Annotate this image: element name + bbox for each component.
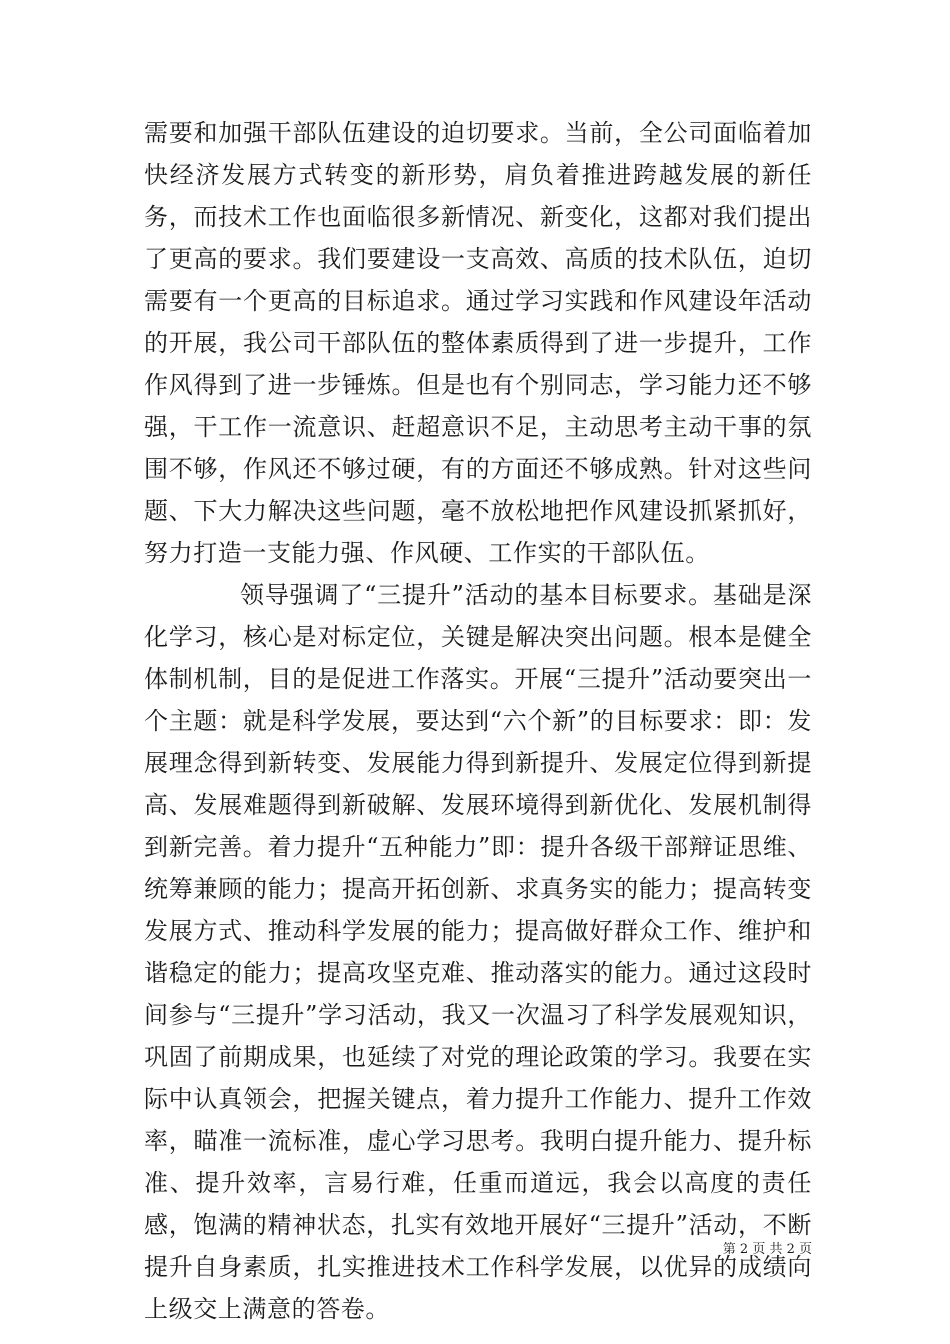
document-body: [144, 112, 812, 1330]
page-number-footer: 第 2 页 共 2 页: [722, 1242, 812, 1257]
paragraph-2: 领导强调了“三提升”活动的基本目标要求。基础是深化学习，核心是对标定位，关键是解决突出问题。根本是健全体制机制，目的是促进工作落实。开展“三提升”活动要突出一个主题：就是科学发展，要达到“六个新”的目标要求：即：发展理念得到新转变、发展能力得到新提升、发展定位得到新提高、发展难题得到新破解、发展环境得到新优化、发展机制得到新完善。着力提升“五种能力”即：提升各级干部辩证思维、统筹兼顾的能力；提高开拓创新、求真务实的能力；提高转变发展方式、推动科学发展的能力；提高做好群众工作、维护和谐稳定的能力；提高攻坚克难、推动落实的能力。通过这段时间参与“三提升”学习活动，我又一次温习了科学发展观知识，巩固了前期成果，也延续了对党的理论政策的学习。我要在实际中认真领会，把握关键点，着力提升工作能力、提升工作效率，瞄准一流标准，虚心学习思考。我明白提升能力、提升标准、提升效率，言易行难，任重而道远，我会以高度的责任感，饱满的精神状态，扎实有效地开展好“三提升”活动，不断提升自身素质，扎实推进技术工作科学发展，以优异的成绩向上级交上满意的答卷。: [144, 581, 812, 1323]
paragraph-1: 需要和加强干部队伍建设的迫切要求。当前，全公司面临着加快经济发展方式转变的新形势，肩负着推进跨越发展的新任务，而技术工作也面临很多新情况、新变化，这都对我们提出了更高的要求。我们要建设一支高效、高质的技术队伍，迫切需要有一个更高的目标追求。通过学习实践和作风建设年活动的开展，我公司干部队伍的整体素质得到了进一步提升，工作作风得到了进一步锤炼。但是也有个别同志，学习能力还不够强，干工作一流意识、赶超意识不足，主动思考主动干事的氛围不够，作风还不够过硬，有的方面还不够成熟。针对这些问题、下大力解决这些问题，毫不放松地把作风建设抓紧抓好，努力打造一支能力强、作风硬、工作实的干部队伍。: [144, 119, 812, 567]
